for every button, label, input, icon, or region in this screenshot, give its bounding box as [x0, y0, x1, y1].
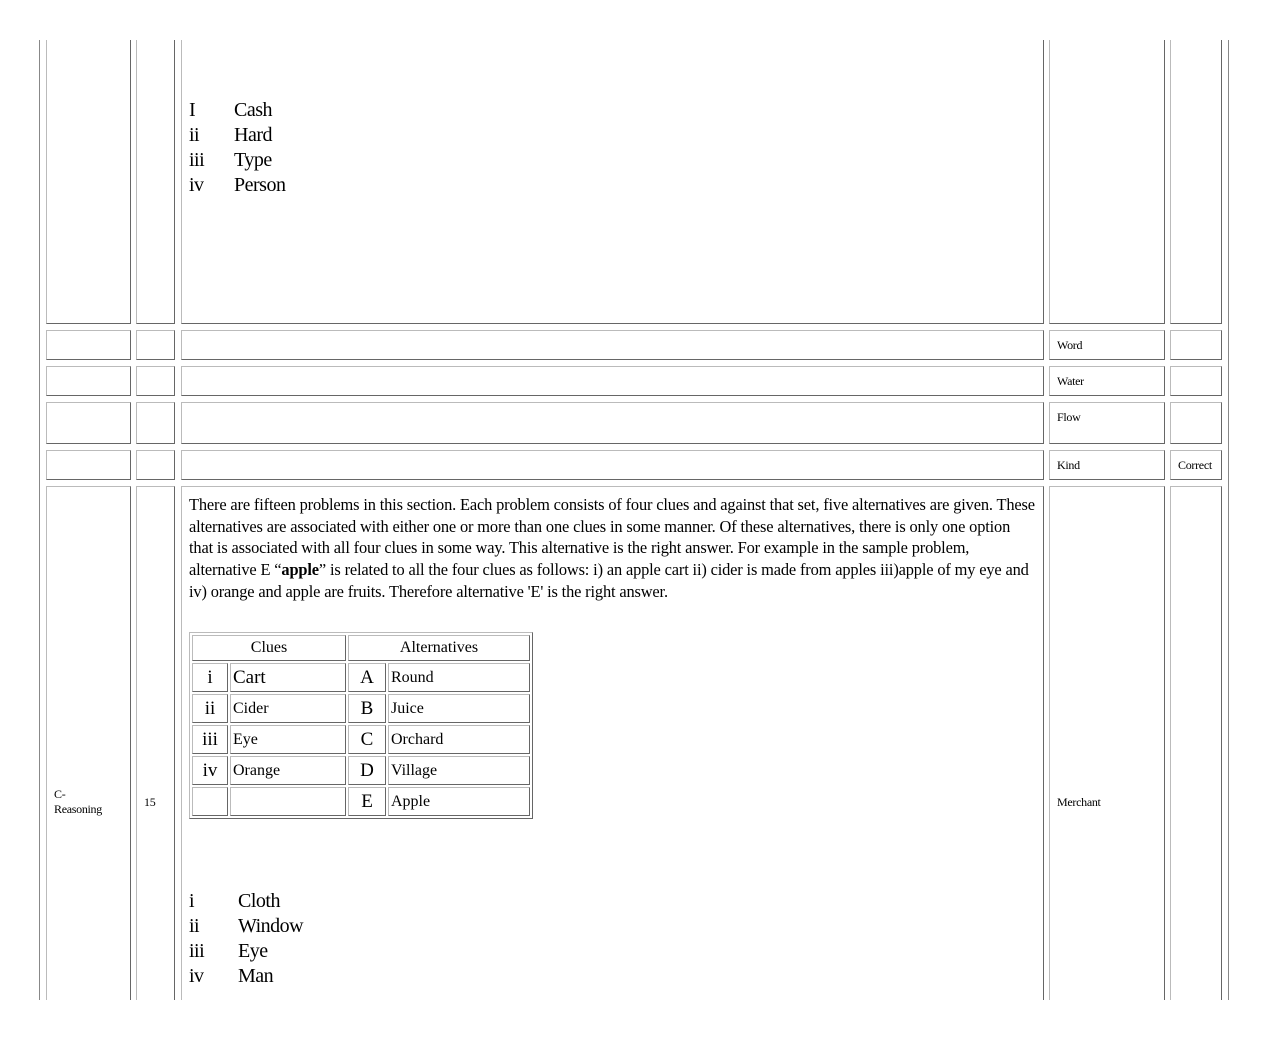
table-row: ii Cider B Juice [192, 694, 530, 723]
answer-cell-empty [1049, 40, 1165, 324]
list-item: ii Hard [189, 124, 272, 146]
count-cell [136, 486, 175, 1000]
count-cell-empty [136, 40, 175, 324]
question-cell-top [181, 40, 1044, 324]
answer-cell [1049, 366, 1165, 396]
mark-cell [1170, 402, 1222, 444]
instructions-text: There are fifteen problems in this section. Each problem consists of four clues and against that set, five alternatives are given. These alternatives are associated with either one or more than one clues in some manner. Of these alternatives, there is only one option that is associated with all four clues in some way. This alternative is the right answer. For example in the sample problem, alternative E “apple” is related to all the four clues as follows: i) an apple cart ii) cider is made from apples iii)apple of my eye and iv) orange and apple are fruits. Therefore alternative 'E' is the right answer. [189, 495, 1035, 601]
list-item: iv Man [189, 965, 274, 987]
count-cell-empty [136, 402, 175, 444]
question-table [39, 40, 1229, 1000]
list-item: iv Person [189, 174, 286, 196]
section-cell [46, 486, 131, 1000]
mark-cell [1170, 450, 1222, 480]
answer-cell [1049, 402, 1165, 444]
section-cell-empty [46, 450, 131, 480]
section-cell-empty [46, 402, 131, 444]
table-row: iii Eye C Orchard [192, 725, 530, 754]
count-cell-empty [136, 330, 175, 360]
sample-problem-table [189, 632, 533, 819]
question-count: 15 [144, 795, 156, 809]
question-cell-empty [181, 366, 1044, 396]
mark-cell-empty [1170, 40, 1222, 324]
list-item: i Cloth [189, 890, 280, 912]
answer-word: Kind [1057, 458, 1080, 472]
mark-cell [1170, 366, 1222, 396]
question-cell-empty [181, 330, 1044, 360]
section-label: C- Reasoning [54, 787, 102, 816]
section-cell-empty [46, 366, 131, 396]
top-options-list [189, 98, 285, 198]
table-row: i Cart A Round [192, 663, 530, 692]
answer-cell [1049, 330, 1165, 360]
answer-cell [1049, 486, 1165, 1000]
problem-clues-list [189, 889, 303, 989]
list-item: ii Window [189, 915, 304, 937]
question-cell-empty [181, 450, 1044, 480]
section-cell-empty [46, 330, 131, 360]
header-alternatives: Alternatives [348, 635, 530, 661]
answer-word: Word [1057, 338, 1083, 352]
answer-word: Flow [1057, 410, 1081, 424]
header-clues: Clues [192, 635, 346, 661]
list-item: I Cash [189, 99, 272, 121]
question-cell-reasoning [181, 486, 1044, 1000]
mark-cell [1170, 330, 1222, 360]
question-cell-empty [181, 402, 1044, 444]
answer-cell [1049, 450, 1165, 480]
count-cell-empty [136, 366, 175, 396]
table-row: E Apple [192, 787, 530, 816]
mark-cell-empty [1170, 486, 1222, 1000]
section-cell-empty [46, 40, 131, 324]
list-item: iii Type [189, 149, 272, 171]
correct-label: Correct [1178, 458, 1212, 472]
answer-word: Water [1057, 374, 1084, 388]
list-item: iii Eye [189, 940, 268, 962]
table-row: iv Orange D Village [192, 756, 530, 785]
bold-example: apple [281, 560, 319, 580]
count-cell-empty [136, 450, 175, 480]
answer-word: Merchant [1057, 795, 1101, 809]
